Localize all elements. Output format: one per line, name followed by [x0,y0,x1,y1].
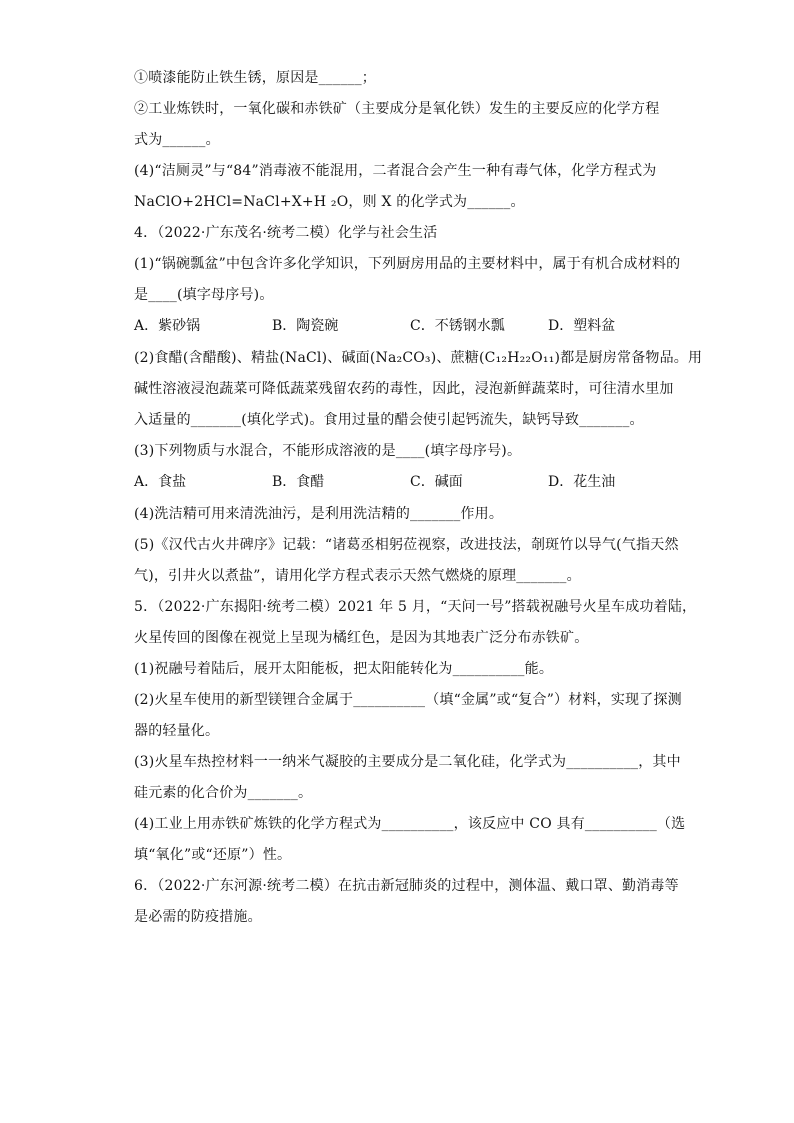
text-line: 式为______。 [134,132,220,148]
question-5-heading: 5．（2022·广东揭阳·统考二模）2021 年 5 月，“天问一号”搭载祝融号火星车成功着陆， [134,599,697,615]
text-line: ②工业炼铁时，一氧化碳和赤铁矿（主要成分是氧化铁）发生的主要反应的化学方程 [134,101,660,117]
option-c: C．不锈钢水瓢 [410,318,505,334]
text-line: 是必需的防疫措施。 [134,909,262,925]
option-b: B．食醋 [272,474,325,490]
text-line: (1)祝融号着陆后，展开太阳能板，把太阳能转化为__________能。 [134,661,554,677]
text-line: 入适量的_______(填化学式)。食用过量的醋会使引起钙流失，缺钙导致_______。 [134,412,644,428]
option-a: A．食盐 [134,474,187,490]
text-line: 填“氧化”或“还原”）性。 [134,847,292,863]
text-line: 硅元素的化合价为_______。 [134,785,313,801]
text-line: 器的轻量化。 [134,723,220,739]
question-6-heading: 6．（2022·广东河源·统考二模）在抗击新冠肺炎的过程中，测体温、戴口罩、勤消毒等 [134,878,679,894]
option-a: A．紫砂锅 [134,318,201,334]
text-line: (3)下列物质与水混合，不能形成溶液的是____(填字母序号)。 [134,443,522,459]
question-4-heading: 4．（2022·广东茂名·统考二模）化学与社会生活 [134,225,438,241]
text-line: ①喷漆能防止铁生锈，原因是______； [134,70,376,86]
text-line: NaClO+2HCl=NaCl+X+H ₂O，则 X 的化学式为______。 [134,194,525,210]
option-c: C．碱面 [410,474,463,490]
option-b: B．陶瓷碗 [272,318,339,334]
text-line: (4)“洁厕灵”与“84”消毒液不能混用，二者混合会产生一种有毒气体，化学方程式为 [134,163,657,179]
text-line: (2)食醋(含醋酸)、精盐(NaCl)、碱面(Na₂CO₃)、蔗糖(C₁₂H₂₂O₁₁)都是厨房常备物品。用 [134,350,703,366]
options-row [134,472,674,492]
text-line: (5)《汉代古火井碑序》记载：“诸葛丞相躬莅视察，改进技法，剞斑竹以导气(气指天然 [134,537,679,553]
text-line: (4)洗洁精可用来清洗油污，是利用洗洁精的_______作用。 [134,506,504,522]
text-line: (3)火星车热控材料一一纳米气凝胶的主要成分是二氧化硅，化学式为__________，其中 [134,754,681,770]
text-line: (2)火星车使用的新型镁锂合金属于__________（填“金属”或“复合”）材料，实现了探测 [134,692,682,708]
option-d: D．塑料盆 [548,318,616,334]
text-line: 碱性溶液浸泡蔬菜可降低蔬菜残留农药的毒性，因此，浸泡新鲜蔬菜时，可往清水里加 [134,381,674,397]
text-line: (1)“锅碗瓢盆”中包含许多化学知识，下列厨房用品的主要材料中，属于有机合成材料的 [134,256,681,272]
text-line: 是____(填字母序号)。 [134,287,274,303]
text-line: 气)，引井火以煮盐”，请用化学方程式表示天然气燃烧的原理_______。 [134,568,581,584]
options-row [134,316,674,336]
option-d: D．花生油 [548,474,616,490]
text-line: 火星传回的图像在视觉上呈现为橘红色，是因为其地表广泛分布赤铁矿。 [134,630,589,646]
text-line: (4)工业上用赤铁矿炼铁的化学方程式为__________，该反应中 CO 具有__________（选 [134,816,686,832]
